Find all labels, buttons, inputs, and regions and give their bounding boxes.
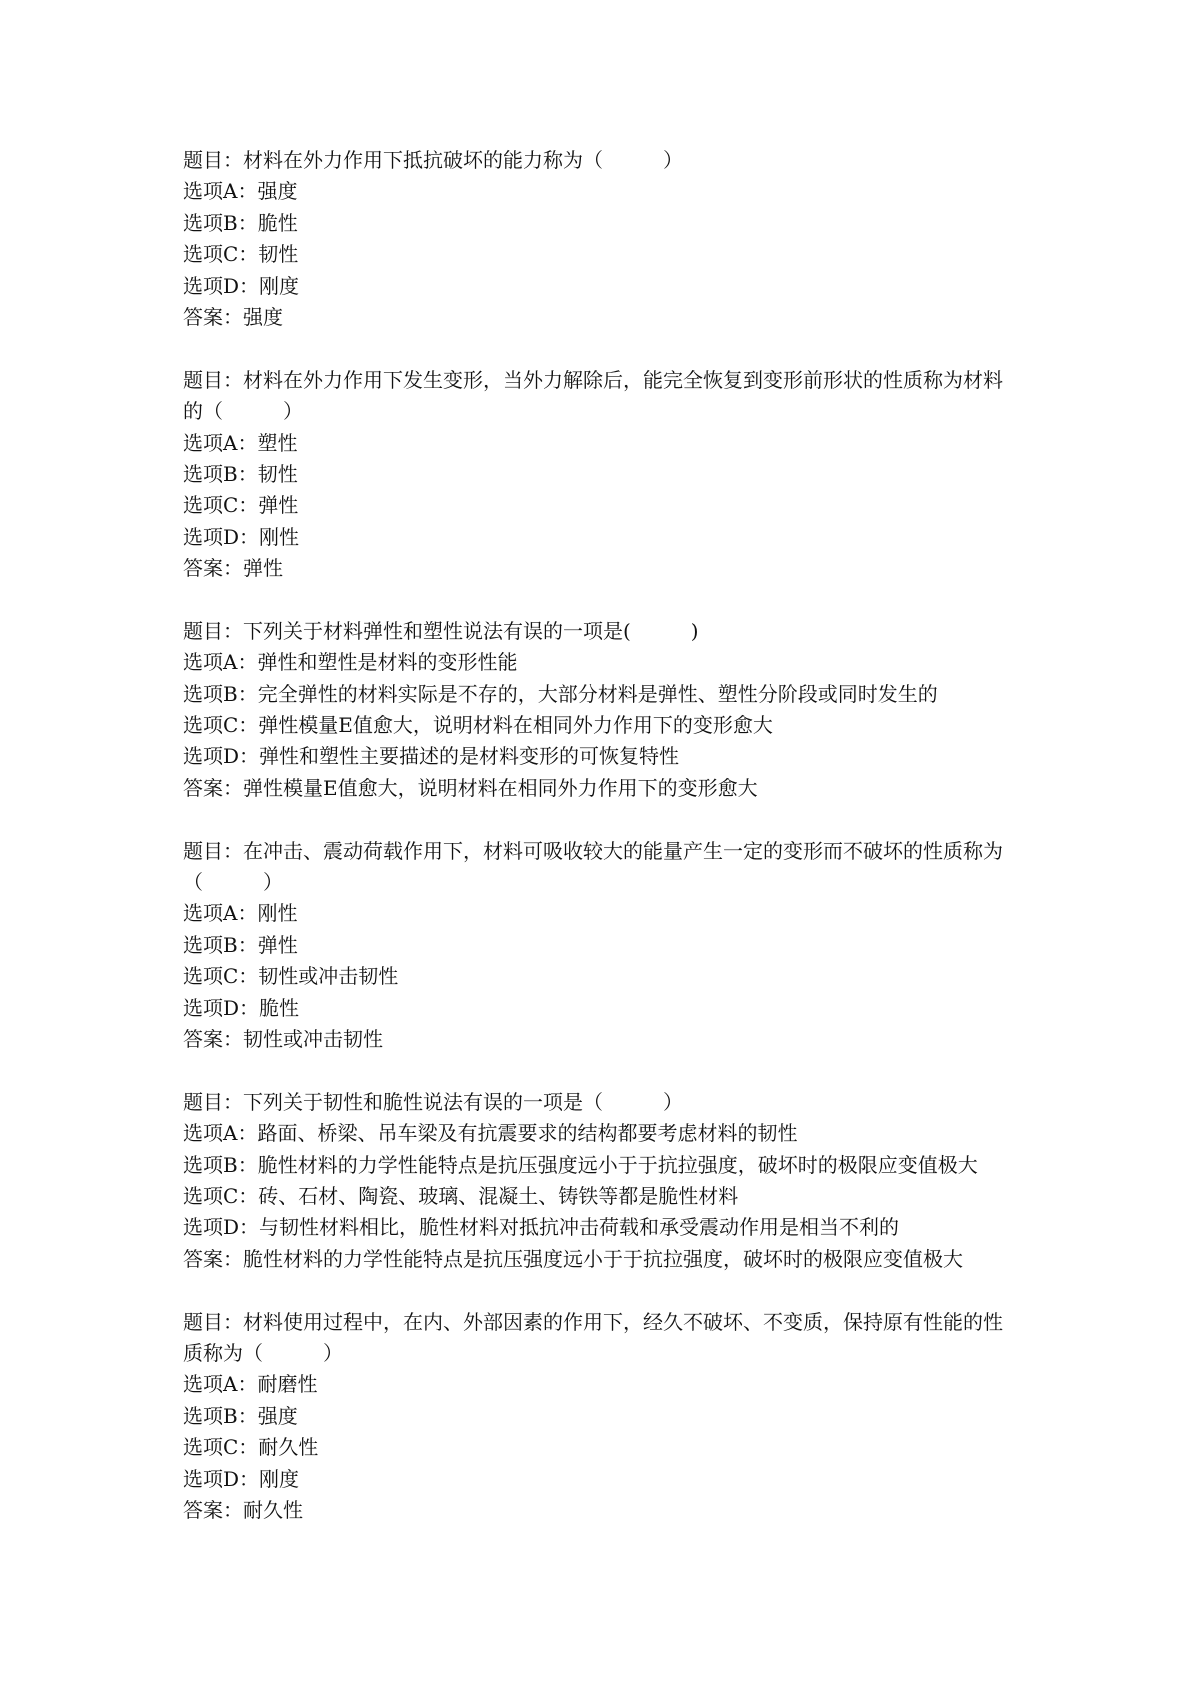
option-c: 选项C：韧性: [183, 242, 299, 267]
option-c: 选项C：弹性: [183, 493, 299, 518]
question-block: [183, 145, 1013, 333]
question-text: 题目：下列关于韧性和脆性说法有误的一项是（ ）: [183, 1089, 683, 1114]
option-a: 选项A：强度: [183, 179, 298, 204]
option-a: 选项A：刚性: [183, 901, 298, 926]
option-b: 选项B：完全弹性的材料实际是不存的，大部分材料是弹性、塑性分阶段或同时发生的: [183, 681, 938, 706]
option-d: 选项D：与韧性材料相比，脆性材料对抵抗冲击荷载和承受震动作用是相当不利的: [183, 1215, 900, 1240]
answer: 答案：弹性: [183, 556, 283, 581]
option-a: 选项A：路面、桥梁、吊车梁及有抗震要求的结构都要考虑材料的韧性: [183, 1121, 798, 1146]
question-block: [183, 616, 1013, 804]
option-a: 选项A：塑性: [183, 430, 298, 455]
answer: 答案：耐久性: [183, 1497, 303, 1522]
answer: 答案：脆性材料的力学性能特点是抗压强度远小于于抗拉强度，破坏时的极限应变值极大: [183, 1246, 963, 1271]
option-d: 选项D：刚度: [183, 1466, 300, 1491]
question-text: 题目：材料在外力作用下抵抗破坏的能力称为（ ）: [183, 148, 683, 172]
answer: 答案：强度: [183, 304, 283, 329]
option-d: 选项D：弹性和塑性主要描述的是材料变形的可恢复特性: [183, 744, 680, 769]
option-b: 选项B：弹性: [183, 932, 298, 957]
option-b: 选项B：脆性材料的力学性能特点是抗压强度远小于于抗拉强度，破坏时的极限应变值极大: [183, 1152, 978, 1177]
option-c: 选项C：弹性模量E值愈大，说明材料在相同外力作用下的变形愈大: [183, 713, 773, 738]
question-block: [183, 1307, 1013, 1527]
question-text: 题目：在冲击、震动荷载作用下，材料可吸收较大的能量产生一定的变形而不破坏的性质称为（ ）: [183, 838, 1003, 895]
question-text: 题目：下列关于材料弹性和塑性说法有误的一项是( ): [183, 618, 699, 643]
option-a: 选项A：耐磨性: [183, 1372, 318, 1397]
option-c: 选项C：韧性或冲击韧性: [183, 964, 399, 989]
answer: 答案：韧性或冲击韧性: [183, 1027, 383, 1052]
option-b: 选项B：韧性: [183, 461, 298, 486]
option-a: 选项A：弹性和塑性是材料的变形性能: [183, 650, 518, 675]
question-block: [183, 1087, 1013, 1275]
question-text: 题目：材料在外力作用下发生变形，当外力解除后，能完全恢复到变形前形状的性质称为材料的（ ）: [183, 367, 1003, 424]
question-block: [183, 836, 1013, 1056]
answer: 答案：弹性模量E值愈大，说明材料在相同外力作用下的变形愈大: [183, 775, 758, 800]
option-d: 选项D：刚度: [183, 273, 300, 298]
option-b: 选项B：强度: [183, 1403, 298, 1428]
option-d: 选项D：脆性: [183, 995, 300, 1020]
option-b: 选项B：脆性: [183, 210, 298, 235]
option-d: 选项D：刚性: [183, 524, 300, 549]
option-c: 选项C：砖、石材、陶瓷、玻璃、混凝土、铸铁等都是脆性材料: [183, 1184, 739, 1208]
option-c: 选项C：耐久性: [183, 1435, 319, 1460]
question-block: [183, 365, 1013, 585]
document-page: [183, 145, 1013, 1558]
question-text: 题目：材料使用过程中，在内、外部因素的作用下，经久不破坏、不变质，保持原有性能的性质称为（ ）: [183, 1309, 1003, 1365]
